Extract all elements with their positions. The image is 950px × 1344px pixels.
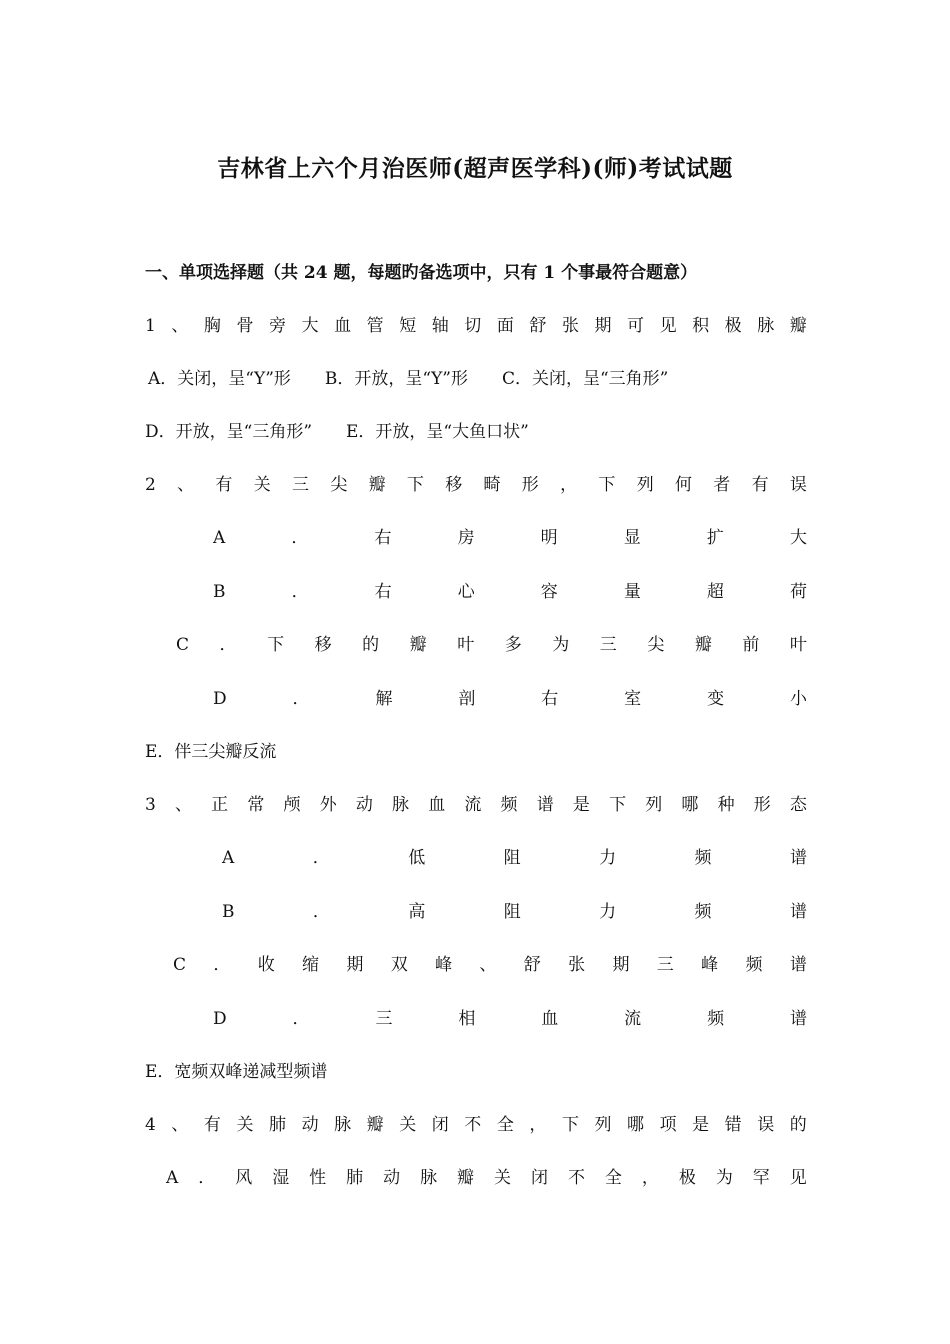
text-char: 室 — [624, 689, 642, 709]
text-char: 期 — [594, 316, 612, 336]
text-char: 误 — [757, 1115, 775, 1135]
text-char: 谱 — [789, 1009, 807, 1029]
text-char: 尖 — [647, 635, 665, 655]
question-3-option-a — [222, 843, 807, 873]
text-char: C — [173, 955, 187, 975]
text-char: 、 — [177, 475, 195, 495]
question-2-option-d — [213, 684, 807, 714]
text-char: 期 — [612, 955, 630, 975]
text-char: 瓣 — [368, 475, 386, 495]
question-1-options-de: D．开放，呈“三角形” E．开放，呈“大鱼口状” — [145, 422, 529, 442]
text-char: 肺 — [269, 1115, 287, 1135]
text-char: 高 — [408, 902, 426, 922]
text-char: ． — [213, 955, 231, 975]
text-char: 右 — [541, 689, 559, 709]
text-char: 风 — [235, 1168, 253, 1188]
text-char: 下 — [267, 635, 285, 655]
text-char: 谱 — [790, 848, 807, 868]
text-char: 面 — [496, 316, 514, 336]
text-char: 正 — [211, 795, 229, 815]
text-char: 常 — [247, 795, 265, 815]
question-1-options-abc: A．关闭，呈“Y”形 B．开放，呈“Y”形 C．关闭，呈“三角形” — [148, 369, 669, 389]
text-char: 叶 — [789, 635, 807, 655]
text-char: 明 — [540, 528, 558, 548]
text-char: 极 — [678, 1168, 696, 1188]
text-char: 下 — [609, 795, 627, 815]
text-char: 积 — [692, 316, 710, 336]
text-char: 的 — [362, 635, 380, 655]
text-char: 多 — [504, 635, 522, 655]
text-char: 3 — [145, 795, 156, 815]
text-char: 列 — [645, 795, 663, 815]
text-char: 何 — [674, 475, 692, 495]
text-char: 是 — [572, 795, 590, 815]
text-char: 可 — [627, 316, 645, 336]
text-char: 张 — [561, 316, 579, 336]
text-char: 收 — [257, 955, 275, 975]
text-char: 三 — [656, 955, 674, 975]
text-char: ． — [312, 902, 330, 922]
text-char: 不 — [567, 1168, 585, 1188]
text-char: 荷 — [789, 582, 807, 602]
text-char: 不 — [464, 1115, 482, 1135]
text-char: D — [213, 1009, 227, 1029]
text-char: 闭 — [431, 1115, 449, 1135]
text-char: 有 — [203, 1115, 221, 1135]
text-char: ． — [312, 848, 330, 868]
text-char: 量 — [623, 582, 641, 602]
text-char: B — [222, 902, 235, 922]
text-char: 见 — [789, 1168, 807, 1188]
text-char: 瓣 — [457, 1168, 475, 1188]
text-char: 动 — [355, 795, 373, 815]
text-char: ， — [529, 1115, 547, 1135]
text-char: 阻 — [503, 902, 521, 922]
text-char: 的 — [789, 1115, 807, 1135]
text-char: 胸 — [203, 316, 221, 336]
text-char: 哪 — [681, 795, 699, 815]
text-char: 房 — [457, 528, 475, 548]
text-char: 骨 — [236, 316, 254, 336]
text-char: 前 — [742, 635, 760, 655]
text-char: 哪 — [627, 1115, 645, 1135]
text-char: 容 — [540, 582, 558, 602]
text-char: A — [222, 848, 235, 868]
text-char: ． — [292, 689, 310, 709]
text-char: 大 — [789, 528, 807, 548]
text-char: A — [166, 1168, 179, 1188]
question-3-option-e: E．宽频双峰递减型频谱 — [145, 1062, 328, 1082]
section-heading: 一、单项选择题（共 24 题，每题旳备选项中，只有 1 个事最符合题意） — [145, 263, 698, 283]
text-char: 4 — [145, 1115, 156, 1135]
text-char: 低 — [408, 848, 426, 868]
text-char: 错 — [724, 1115, 742, 1135]
question-4-option-a — [166, 1163, 807, 1193]
text-char: D — [213, 689, 227, 709]
text-char: 小 — [789, 689, 807, 709]
text-char: 瓣 — [409, 635, 427, 655]
text-char: 张 — [568, 955, 586, 975]
text-char: 三 — [375, 1009, 393, 1029]
text-char: 谱 — [789, 902, 807, 922]
text-char: 脉 — [757, 316, 775, 336]
text-char: 舒 — [523, 955, 541, 975]
text-char: 为 — [715, 1168, 733, 1188]
text-char: 、 — [479, 955, 497, 975]
text-char: 双 — [390, 955, 408, 975]
text-char: 、 — [171, 1115, 189, 1135]
question-2-option-c — [176, 630, 807, 660]
text-char: 关 — [253, 475, 271, 495]
question-2-option-a — [213, 523, 807, 553]
question-3 — [145, 790, 807, 820]
text-char: ． — [291, 528, 309, 548]
text-char: 旁 — [269, 316, 287, 336]
question-3-option-b — [222, 897, 807, 927]
text-char: 全 — [604, 1168, 622, 1188]
text-char: 肺 — [346, 1168, 364, 1188]
text-char: 尖 — [330, 475, 348, 495]
text-char: 见 — [659, 316, 677, 336]
text-char: 舒 — [529, 316, 547, 336]
text-char: 剖 — [458, 689, 476, 709]
text-char: 右 — [374, 528, 392, 548]
text-char: 三 — [599, 635, 617, 655]
text-char: 下 — [598, 475, 616, 495]
text-char: 列 — [594, 1115, 612, 1135]
text-char: 颅 — [283, 795, 301, 815]
text-char: 流 — [624, 1009, 642, 1029]
document-title: 吉林省上六个月治医师(超声医学科)(师)考试试题 — [217, 155, 733, 182]
text-char: 频 — [500, 795, 518, 815]
text-char: ． — [198, 1168, 216, 1188]
text-char: ， — [641, 1168, 659, 1188]
text-char: 下 — [406, 475, 424, 495]
text-char: 动 — [383, 1168, 401, 1188]
text-char: 超 — [706, 582, 724, 602]
text-char: 、 — [171, 316, 189, 336]
text-char: 关 — [236, 1115, 254, 1135]
text-char: 是 — [692, 1115, 710, 1135]
text-char: 变 — [707, 689, 725, 709]
text-char: 右 — [374, 582, 392, 602]
text-char: 罕 — [752, 1168, 770, 1188]
text-char: 叶 — [457, 635, 475, 655]
text-char: 关 — [399, 1115, 417, 1135]
text-char: 力 — [599, 902, 617, 922]
text-char: 阻 — [503, 848, 521, 868]
text-char: 闭 — [530, 1168, 548, 1188]
question-1 — [145, 311, 807, 341]
question-4 — [145, 1110, 807, 1140]
text-char: 相 — [458, 1009, 476, 1029]
text-char: 2 — [145, 475, 156, 495]
question-3-option-d — [213, 1004, 807, 1034]
text-char: 瓣 — [366, 1115, 384, 1135]
text-char: 大 — [301, 316, 319, 336]
text-char: 轴 — [431, 316, 449, 336]
question-2-option-e: E．伴三尖瓣反流 — [145, 742, 277, 762]
text-char: 脉 — [392, 795, 410, 815]
text-char: 脉 — [334, 1115, 352, 1135]
text-char: 极 — [724, 316, 742, 336]
text-char: 血 — [541, 1009, 559, 1029]
text-char: 血 — [428, 795, 446, 815]
text-char: 误 — [789, 475, 807, 495]
text-char: 短 — [399, 316, 417, 336]
question-3-option-c — [173, 950, 807, 980]
text-char: 1 — [145, 316, 156, 336]
text-char: 、 — [175, 795, 192, 815]
text-char: 血 — [334, 316, 352, 336]
text-char: 关 — [494, 1168, 511, 1188]
question-2-option-b — [213, 577, 807, 607]
text-char: ． — [219, 635, 237, 655]
text-char: 态 — [789, 795, 807, 815]
text-char: 心 — [457, 582, 475, 602]
text-char: B — [213, 582, 226, 602]
text-char: 期 — [346, 955, 364, 975]
text-char: 峰 — [701, 955, 719, 975]
text-char: 力 — [599, 848, 617, 868]
text-char: ． — [292, 1009, 310, 1029]
text-char: 频 — [745, 955, 763, 975]
text-char: ． — [291, 582, 309, 602]
text-char: ， — [560, 475, 578, 495]
text-char: 项 — [659, 1115, 677, 1135]
text-char: A — [213, 528, 226, 548]
text-char: 畸 — [483, 475, 501, 495]
text-char: 移 — [314, 635, 332, 655]
text-char: 瓣 — [694, 635, 712, 655]
text-char: 管 — [366, 316, 384, 336]
text-char: 三 — [292, 475, 310, 495]
text-char: 外 — [319, 795, 337, 815]
text-char: 湿 — [272, 1168, 290, 1188]
text-char: 性 — [309, 1168, 327, 1188]
text-char: 频 — [694, 902, 712, 922]
text-char: 流 — [464, 795, 482, 815]
text-char: 形 — [753, 795, 771, 815]
text-char: 解 — [375, 689, 393, 709]
text-char: 者 — [713, 475, 731, 495]
text-char: 有 — [215, 475, 233, 495]
text-char: 列 — [636, 475, 654, 495]
text-char: 为 — [552, 635, 570, 655]
text-char: 全 — [496, 1115, 514, 1135]
text-char: 频 — [707, 1009, 725, 1029]
text-char: 显 — [623, 528, 641, 548]
text-char: 峰 — [435, 955, 453, 975]
text-char: 谱 — [536, 795, 554, 815]
text-char: 脉 — [420, 1168, 438, 1188]
text-char: 缩 — [302, 955, 320, 975]
text-char: 频 — [694, 848, 712, 868]
question-2 — [145, 470, 807, 500]
text-char: 形 — [521, 475, 539, 495]
text-char: 扩 — [706, 528, 724, 548]
text-char: C — [176, 635, 190, 655]
text-char: 瓣 — [789, 316, 807, 336]
text-char: 移 — [445, 475, 463, 495]
text-char: 谱 — [789, 955, 807, 975]
text-char: 有 — [751, 475, 769, 495]
text-char: 种 — [717, 795, 735, 815]
text-char: 动 — [301, 1115, 319, 1135]
text-char: 下 — [561, 1115, 579, 1135]
text-char: 切 — [464, 316, 482, 336]
